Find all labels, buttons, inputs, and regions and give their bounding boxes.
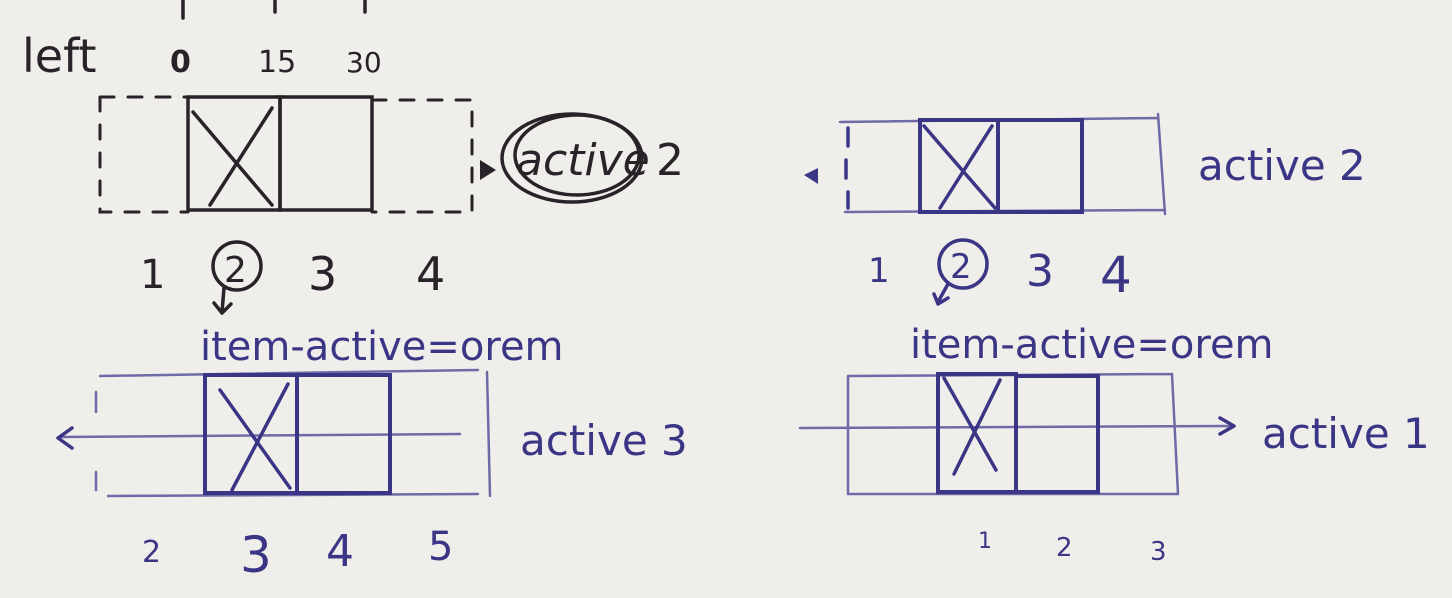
index-label: 3 [1026, 246, 1054, 297]
axis-label-left: left [22, 29, 97, 83]
index-label-highlighted: 2 [950, 247, 972, 287]
index-label: 3 [240, 526, 272, 584]
scale-tick-label: 0 [170, 45, 191, 80]
index-label: 2 [1056, 533, 1073, 563]
index-label: 3 [308, 247, 338, 301]
scale-tick-label: 30 [346, 46, 382, 79]
scale-tick-label: 15 [258, 45, 297, 80]
item-active-note: item-active=orem [910, 322, 1274, 368]
index-label: 1 [868, 251, 890, 291]
index-label: 1 [978, 529, 992, 554]
index-label: 4 [1100, 246, 1132, 304]
active-label: active 2 [1198, 141, 1366, 190]
active-label: active 3 [520, 416, 688, 465]
index-label: 5 [428, 524, 454, 570]
index-label: 4 [416, 247, 446, 301]
active-value: 2 [656, 135, 684, 186]
item-active-note: item-active=orem [200, 324, 564, 370]
active-label: active [516, 135, 650, 186]
hidden-slot-marks [846, 128, 848, 208]
index-label: 1 [140, 252, 166, 298]
index-label: 2 [142, 535, 162, 570]
index-label: 3 [1150, 537, 1167, 567]
index-label: 4 [326, 526, 354, 577]
active-label: active 1 [1262, 409, 1430, 458]
index-label-highlighted: 2 [224, 250, 247, 291]
